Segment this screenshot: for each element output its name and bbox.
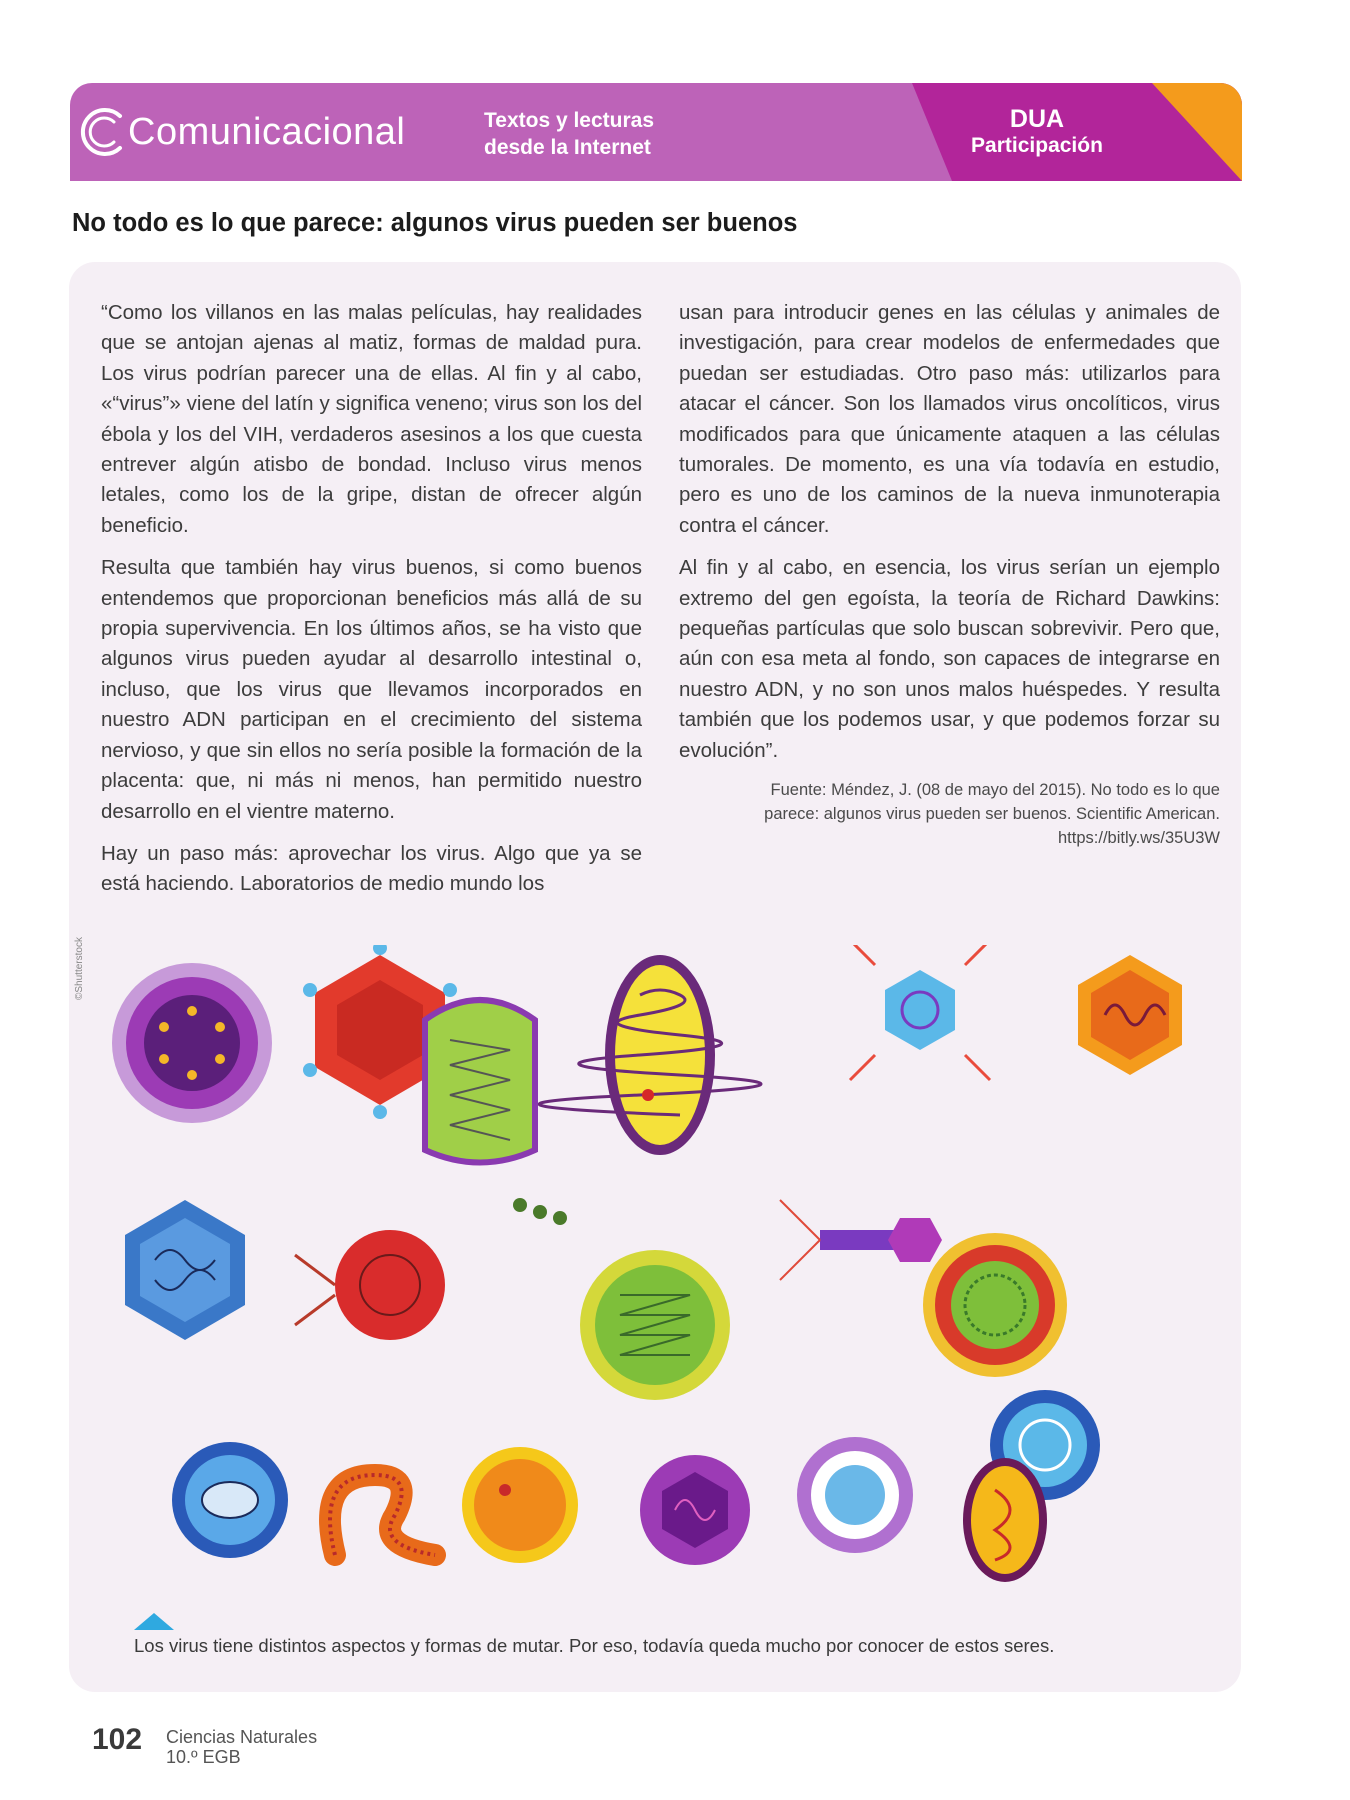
dua-label	[927, 105, 1147, 159]
source-line: parece: algunos virus pueden ser buenos. Scientific American.	[764, 805, 1220, 824]
section-subtitle	[484, 107, 654, 161]
orange-oval-virus-icon	[963, 1458, 1047, 1582]
grade-label: 10.º EGB	[166, 1747, 241, 1767]
article-column-right	[679, 298, 1220, 850]
blue-white-fringe-virus-icon	[797, 1437, 913, 1553]
figure-caption: Los virus tiene distintos aspectos y formas de mutar. Por eso, todavía queda mucho por conocer de estos seres.	[134, 1635, 1055, 1656]
blue-bacteriophage-virus-icon	[850, 945, 990, 1080]
article-paragraph: Resulta que también hay virus buenos, si como buenos entendemos que proporcionan beneficios más allá de su propia supervivencia. En los últimos años, se ha visto que algunos virus pueden ayudar al desarrollo intestinal o, incluso, que los virus que llevamos incorporados en nuestro ADN participan en el crecimiento del sistema nervioso, y que sin ellos no sería posible la formación de la placenta: que, ni más ni menos, han permitido nuestro desarrollo en el vientre materno.	[101, 556, 642, 823]
footer-subject	[166, 1727, 317, 1767]
section-name: Comunicacional	[128, 111, 406, 153]
subtitle-line-1: Textos y lecturas	[484, 109, 655, 132]
dua-subtitle: Participación	[971, 134, 1103, 157]
purple-spiky-virus-icon	[112, 963, 272, 1123]
caption-marker-icon	[134, 1613, 174, 1630]
page-number: 102	[92, 1723, 143, 1756]
image-credit: ©Shutterstock	[74, 937, 85, 1000]
blue-wavy-hexagon-virus-icon	[125, 1200, 245, 1340]
virus-illustrations	[100, 945, 1220, 1595]
article-paragraph: “Como los villanos en las malas películas, hay realidades que se antojan ajenas al matiz, formas de maldad pura. Los virus podrían parecer una de ellas. Al fin y al cabo, «“virus”» viene del latín y significa veneno; virus son los del ébola y los del VIH, verdaderos asesinos a los que cuesta entrever algún atisbo de bondad. Incluso virus menos letales, como los de la gripe, distan de ofrecer algún beneficio.	[101, 301, 642, 537]
article-paragraph: Hay un paso más: aprovechar los virus. Algo que ya se está haciendo. Laboratorios de medio mundo los	[101, 841, 642, 896]
orange-filament-virus-icon	[330, 1475, 435, 1555]
article-column-left	[101, 298, 642, 912]
green-ring-virus-icon	[923, 1233, 1067, 1377]
article-paragraph: Al fin y al cabo, en esencia, los virus serían un ejemplo extremo del gen egoísta, la teoría de Richard Dawkins: pequeñas partículas que solo buscan sobrevivir. Pero que, aún con esa meta al fondo, son capaces de integrarse en nuestro ADN, y no son unos malos huéspedes. Y resulta también que los podemos usar, y que podemos forzar su evolución”.	[679, 556, 1220, 762]
subject-name: Ciencias Naturales	[166, 1727, 318, 1747]
article-title: No todo es lo que parece: algunos virus pueden ser buenos	[72, 209, 798, 237]
subtitle-line-2: desde la Internet	[484, 136, 651, 159]
red-sphere-virus-icon	[295, 1230, 445, 1340]
yellow-capsule-virus-icon	[539, 955, 761, 1155]
article-paragraph: usan para introducir genes en las células y animales de investigación, para crear modelos de enfermedades que puedan ser estudiadas. Otro paso más: utilizarlos para atacar el cáncer. Son los llamados virus oncolíticos, virus modificados para que únicamente ataquen a las células tumorales. De momento, es una vía todavía en estudio, pero es uno de los caminos de la nueva inmunoterapia contra el cáncer.	[679, 301, 1220, 537]
orange-hexagon-virus-icon	[1078, 955, 1182, 1075]
lime-spiky-virus-icon	[580, 1250, 730, 1400]
comunicacional-logo-icon	[76, 102, 136, 162]
dua-title: DUA	[1009, 105, 1065, 133]
purple-hexagon-virus-icon	[640, 1455, 750, 1565]
purple-rod-phage-virus-icon	[780, 1200, 942, 1280]
section-banner	[70, 83, 1242, 181]
green-tailed-phage-virus-icon	[425, 1000, 567, 1225]
source-citation	[679, 778, 1220, 850]
source-url[interactable]: https://bitly.ws/35U3W	[1058, 829, 1220, 848]
blue-membrane-virus-icon	[172, 1442, 288, 1558]
yellow-orange-spiky-virus-icon	[462, 1447, 578, 1563]
source-line: Fuente: Méndez, J. (08 de mayo del 2015). No todo es lo que	[770, 781, 1220, 800]
